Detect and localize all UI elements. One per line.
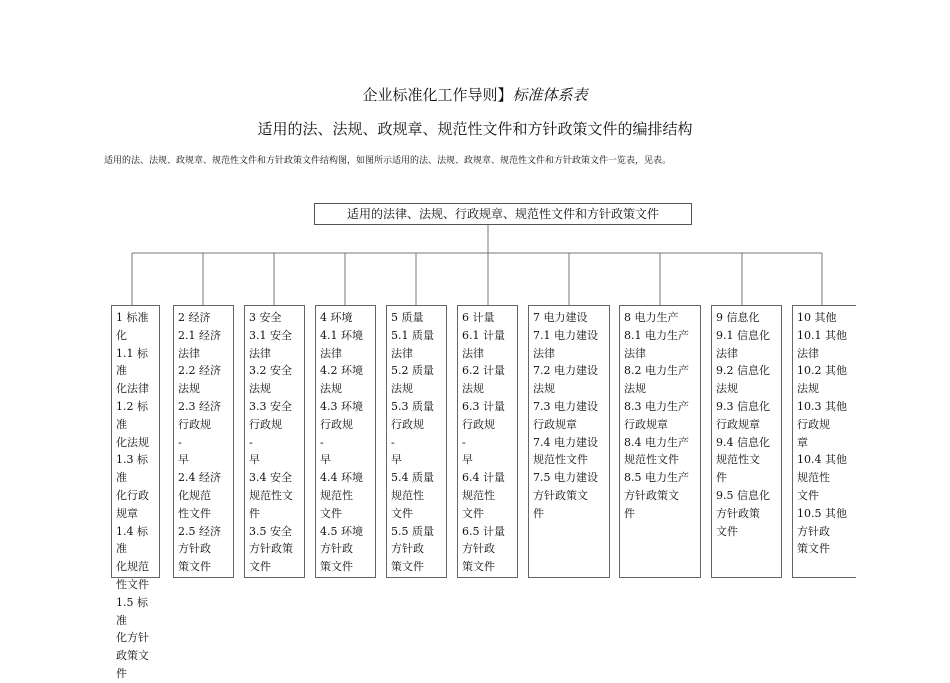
category-line: 2.3 经济 — [178, 399, 221, 413]
category-line: 6.2 计量 — [462, 364, 505, 378]
category-line: 法规 — [249, 382, 271, 396]
category-line: - — [462, 435, 466, 449]
category-line: 性文件 — [116, 577, 149, 591]
category-line: 策文件 — [797, 542, 830, 556]
category-line: 早 — [320, 453, 331, 467]
category-line: 2.5 经济 — [178, 524, 221, 538]
category-line: 方针政 — [320, 542, 353, 556]
intro-paragraph: 适用的法、法规、政规章、规范性文件和方针政策文件结构图，如图所示适用的法、法规、政规章、规范性文件和方针政策文件一览表，见表。 — [104, 156, 672, 166]
category-line: 9.4 信息化 — [716, 435, 770, 449]
category-line: 6.4 计量 — [462, 471, 505, 485]
document-title-main: 企业标准化工作导则】 — [362, 86, 513, 104]
category-line: 法律 — [462, 346, 484, 360]
category-line: 4.4 环境 — [320, 471, 363, 485]
category-line: 规章 — [116, 506, 138, 520]
category-line: 性文件 — [178, 506, 211, 520]
category-line: 4.1 环境 — [320, 328, 363, 342]
category-line: 4.2 环境 — [320, 364, 363, 378]
category-line: 10.4 其他 — [797, 453, 847, 467]
category-line: 10.1 其他 — [797, 328, 847, 342]
category-line: 法律 — [320, 346, 342, 360]
category-line: 2.4 经济 — [178, 471, 221, 485]
category-node-1 — [111, 305, 160, 680]
category-line: 化法规 — [116, 435, 149, 449]
category-line: 策文件 — [462, 560, 495, 574]
category-line: 件 — [533, 506, 544, 520]
category-line: 3.2 安全 — [249, 364, 292, 378]
category-line: 3.4 安全 — [249, 471, 292, 485]
category-line: 方针政策文 — [533, 488, 588, 502]
category-line: 8 电力生产 — [624, 311, 679, 324]
category-line: 9.3 信息化 — [716, 399, 770, 413]
category-line: 5.1 质量 — [391, 328, 434, 342]
category-line: 9.1 信息化 — [716, 328, 770, 342]
category-line: 5.4 质量 — [391, 471, 434, 485]
category-line: 7.2 电力建设 — [533, 364, 598, 378]
category-line: 件 — [624, 506, 635, 520]
category-line: 3 安全 — [249, 311, 282, 324]
category-line: - — [178, 435, 182, 449]
category-line: 早 — [249, 453, 260, 467]
category-line: 8.1 电力生产 — [624, 328, 689, 342]
category-line: 10.5 其他 — [797, 506, 847, 520]
category-line: 6.1 计量 — [462, 328, 505, 342]
category-line: 法规 — [391, 382, 413, 396]
category-line: 法规 — [797, 382, 819, 396]
category-line: 规范性文件 — [533, 453, 588, 467]
category-line: 1.5 标准 — [116, 595, 148, 627]
category-line: 8.3 电力生产 — [624, 399, 689, 413]
section-subtitle: 适用的法、法规、政规章、规范性文件和方针政策文件的编排结构 — [257, 120, 693, 138]
category-line: 化规范 — [178, 488, 211, 502]
category-line: 5.5 质量 — [391, 524, 434, 538]
category-line: 文件 — [716, 524, 738, 538]
category-line: 件 — [716, 471, 727, 485]
category-line: 早 — [462, 453, 473, 467]
category-line: 法律 — [533, 346, 555, 360]
category-node-8 — [619, 305, 701, 578]
category-line: 规范性文件 — [624, 453, 679, 467]
category-line: 4.3 环境 — [320, 399, 363, 413]
category-node-3 — [244, 305, 305, 578]
category-line: 法律 — [716, 346, 738, 360]
category-line: 9.5 信息化 — [716, 488, 770, 502]
category-line: 法规 — [533, 382, 555, 396]
category-line: 6.5 计量 — [462, 524, 505, 538]
category-line: 6.3 计量 — [462, 399, 505, 413]
category-line: 7 电力建设 — [533, 311, 588, 324]
category-line: - — [249, 435, 253, 449]
category-line: 方针政策 — [716, 506, 760, 520]
category-line: 章 — [797, 435, 808, 449]
category-line: 2.2 经济 — [178, 364, 221, 378]
category-line: 6 计量 — [462, 311, 495, 324]
category-line: 1.2 标准 — [116, 399, 148, 431]
category-line: 策文件 — [391, 560, 424, 574]
category-line: 10.2 其他 — [797, 364, 847, 378]
category-line: 5.2 质量 — [391, 364, 434, 378]
category-line: 策文件 — [320, 560, 353, 574]
category-line: 行政规 — [391, 417, 424, 431]
category-line: 5 质量 — [391, 311, 424, 324]
category-node-2 — [173, 305, 234, 578]
category-line: 早 — [178, 453, 189, 467]
category-line: 8.4 电力生产 — [624, 435, 689, 449]
category-line: 化规范 — [116, 560, 149, 574]
category-line: 法律 — [249, 346, 271, 360]
category-line: 法规 — [320, 382, 342, 396]
category-line: 件 — [249, 506, 260, 520]
category-line: 化行政 — [116, 488, 149, 502]
category-line: - — [320, 435, 324, 449]
category-line: 7.4 电力建设 — [533, 435, 598, 449]
category-line: 方针政 — [797, 524, 830, 538]
category-node-9 — [711, 305, 782, 578]
category-line: 行政规 — [797, 417, 830, 431]
category-node-7 — [528, 305, 610, 578]
category-line: 9 信息化 — [716, 311, 760, 324]
category-line: 规范性 — [462, 488, 495, 502]
category-line: 3.3 安全 — [249, 399, 292, 413]
category-node-10 — [792, 305, 856, 578]
category-line: 5.3 质量 — [391, 399, 434, 413]
category-node-5 — [386, 305, 447, 578]
category-line: 行政规章 — [533, 417, 577, 431]
category-line: 方针政 — [178, 542, 211, 556]
category-line: 法律 — [391, 346, 413, 360]
category-line: 行政规章 — [716, 417, 760, 431]
category-line: 规范性文 — [249, 488, 293, 502]
category-line: 行政规 — [320, 417, 353, 431]
category-line: 方针政策 — [249, 542, 293, 556]
category-line: - — [391, 435, 395, 449]
category-line: 法规 — [624, 382, 646, 396]
category-line: 方针政策文 — [624, 488, 679, 502]
category-line: 2 经济 — [178, 311, 211, 324]
category-line: 行政规 — [178, 417, 211, 431]
category-line: 10 其他 — [797, 311, 837, 324]
category-line: 行政规 — [249, 417, 282, 431]
category-line: 8.2 电力生产 — [624, 364, 689, 378]
category-line: 文件 — [391, 506, 413, 520]
category-line: 件 — [116, 666, 127, 680]
category-line: 2.1 经济 — [178, 328, 221, 342]
category-line: 1.4 标准 — [116, 524, 148, 556]
category-line: 法规 — [178, 382, 200, 396]
category-line: 法律 — [624, 346, 646, 360]
category-line: 规范性 — [391, 488, 424, 502]
category-line: 法规 — [462, 382, 484, 396]
category-line: 10.3 其他 — [797, 399, 847, 413]
category-line: 7.1 电力建设 — [533, 328, 598, 342]
root-node: 适用的法律、法规、行政规章、规范性文件和方针政策文件 — [314, 203, 692, 225]
category-line: 文件 — [462, 506, 484, 520]
category-line: 7.5 电力建设 — [533, 471, 598, 485]
category-line: 3.1 安全 — [249, 328, 292, 342]
category-node-6 — [457, 305, 518, 578]
category-line: 政策文 — [116, 649, 149, 663]
category-line: 策文件 — [178, 560, 211, 574]
category-line: 法律 — [178, 346, 200, 360]
category-line: 规范性 — [797, 471, 830, 485]
category-line: 早 — [391, 453, 402, 467]
category-line: 1.3 标准 — [116, 453, 148, 485]
category-line: 规范性文 — [716, 453, 760, 467]
category-line: 化方针 — [116, 631, 149, 645]
category-line: 方针政 — [391, 542, 424, 556]
category-line: 行政规 — [462, 417, 495, 431]
category-line: 4 环境 — [320, 311, 353, 324]
category-line: 3.5 安全 — [249, 524, 292, 538]
category-line: 9.2 信息化 — [716, 364, 770, 378]
category-line: 方针政 — [462, 542, 495, 556]
category-line: 文件 — [797, 488, 819, 502]
category-line: 1.1 标准 — [116, 346, 148, 378]
category-line: 文件 — [249, 560, 271, 574]
document-title-italic: 标准体系表 — [512, 86, 588, 104]
category-line: 4.5 环境 — [320, 524, 363, 538]
category-node-4 — [315, 305, 376, 578]
category-line: 7.3 电力建设 — [533, 399, 598, 413]
category-line: 法规 — [716, 382, 738, 396]
category-line: 行政规章 — [624, 417, 668, 431]
category-line: 文件 — [320, 506, 342, 520]
category-line: 规范性 — [320, 488, 353, 502]
category-line: 1 标准化 — [116, 311, 149, 342]
category-line: 法律 — [797, 346, 819, 360]
category-line: 8.5 电力生产 — [624, 471, 689, 485]
category-line: 化法律 — [116, 382, 149, 396]
